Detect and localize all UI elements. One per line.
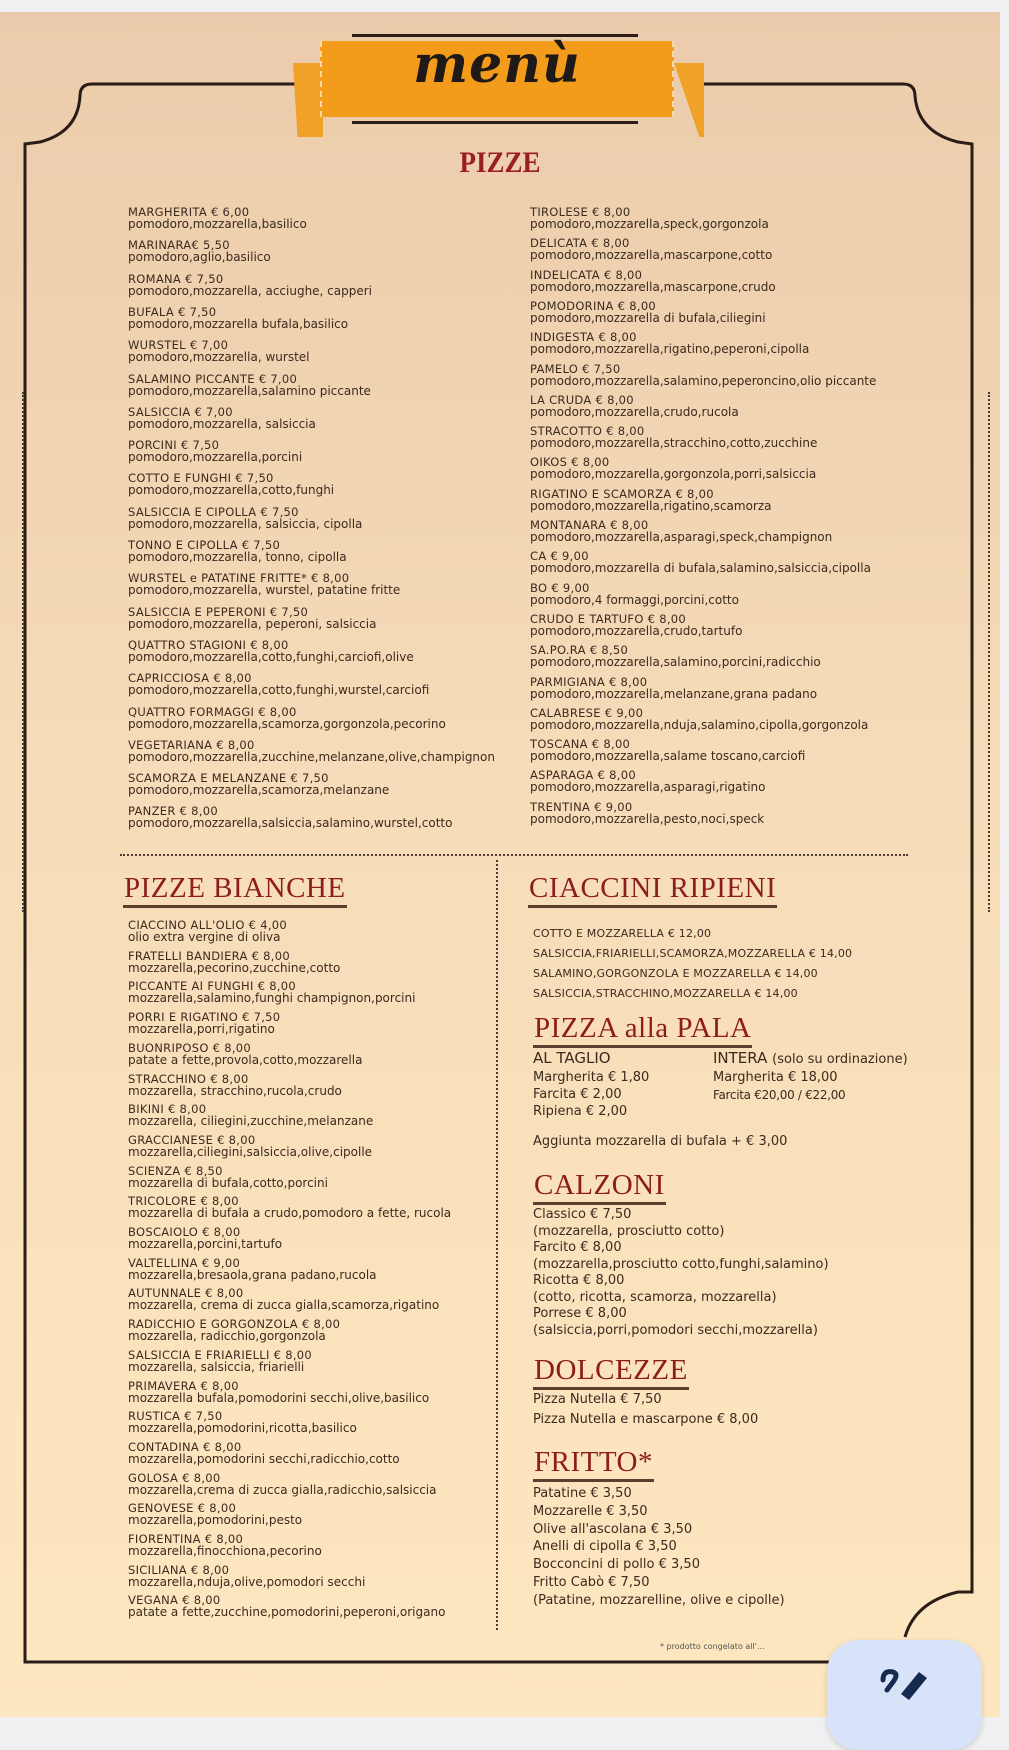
dolcezza-item: Pizza Nutella € 7,50 [533,1392,662,1407]
item-name: ASPARAGA € 8,00 [530,768,636,783]
item-name: PARMIGIANA € 8,00 [530,674,648,689]
menu-item [128,772,389,797]
item-name: BOSCAIOLO € 8,00 [128,1225,241,1239]
menu-item [128,1441,400,1466]
item-name: GENOVESE € 8,00 [128,1501,237,1516]
bufala-extra: Aggiunta mozzarella di bufala + € 3,00 [533,1134,788,1149]
item-name: GOLOSA € 8,00 [128,1470,221,1485]
item-description: pomodoro,mozzarella,basilico [128,217,307,231]
menu-item [530,300,766,325]
item-name: MONTANARA € 8,00 [530,518,649,532]
item-name: RADICCHIO E GORGONZOLA € 8,00 [128,1317,341,1332]
fritto-item: Bocconcini di pollo € 3,50 [533,1557,700,1573]
item-name: BIKINI € 8,00 [128,1102,207,1117]
menu-item [128,1410,357,1435]
menu-item [128,572,400,597]
menu-item [128,539,347,564]
item-name: OIKOS € 8,00 [530,455,610,470]
calzone-line: (mozzarella,prosciutto cotto,funghi,salamino) [533,1256,829,1272]
item-name: INDIGESTA € 8,00 [530,330,637,345]
item-description: pomodoro,mozzarella,rigatino,scamorza [530,498,772,513]
fritto-item: Mozzarelle € 3,50 [533,1503,648,1519]
menu-item [128,706,446,731]
item-description: pomodoro,mozzarella, tonno, cipolla [128,550,347,564]
item-description: pomodoro,mozzarella,melanzane,grana padano [530,686,818,701]
item-name: VEGETARIANA € 8,00 [128,737,255,752]
menu-item [530,769,766,794]
item-description: mozzarella, radicchio,gorgonzola [128,1329,326,1344]
item-description: pomodoro,mozzarella,asparagi,speck,champignon [530,530,833,544]
item-description: pomodoro,mozzarella,pesto,noci,speck [530,811,765,826]
item-name: SALSICCIA E PEPERONI € 7,50 [128,604,309,619]
menu-item [530,644,821,669]
item-name: AUTUNNALE € 8,00 [128,1286,244,1301]
item-description: pomodoro,mozzarella, wurstel, patatine fritte [128,583,401,598]
item-name: SALSICCIA E FRIARIELLI € 8,00 [128,1347,313,1362]
menu-item [530,456,816,481]
item-name: GRACCIANESE € 8,00 [128,1132,256,1147]
item-name: POMODORINA € 8,00 [530,298,657,313]
menu-item [128,339,310,364]
fritto-item: Fritto Cabò € 7,50 [533,1575,650,1590]
al-taglio-item: Margherita € 1,80 [533,1070,650,1085]
calzone-line: Porrese € 8,00 [533,1306,627,1321]
menu-title: menù [413,34,581,95]
menu-item [128,672,429,697]
menu-item [530,582,739,607]
menu-item [530,801,764,826]
item-description: pomodoro,aglio,basilico [128,250,271,265]
item-name: PAMELO € 7,50 [530,361,621,376]
item-description: pomodoro,mozzarella,cotto,funghi [128,483,335,498]
item-name: PICCANTE AI FUNGHI € 8,00 [128,979,297,994]
menu-page [0,12,1000,1717]
menu-item [128,439,302,464]
menu-item [530,613,742,638]
item-description: pomodoro,mozzarella,cotto,funghi,carciofi,olive [128,649,414,664]
item-name: TRENTINA € 9,00 [530,799,633,814]
menu-item [128,1380,429,1405]
menu-item [128,1594,445,1619]
item-name: QUATTRO STAGIONI € 8,00 [128,637,289,652]
menu-item [530,237,772,262]
menu-item [128,1564,365,1589]
menu-item [128,472,334,497]
item-name: FRATELLI BANDIERA € 8,00 [128,948,290,963]
intera-item: Farcita €20,00 / €22,00 [713,1088,846,1102]
menu-item [530,488,772,513]
item-name: SALAMINO PICCANTE € 7,00 [128,371,298,386]
menu-item [128,1042,362,1067]
menu-item [128,980,415,1005]
item-description: pomodoro,mozzarella di bufala,salamino,salsiccia,cipolla [530,561,871,576]
calzone-line: Farcito € 8,00 [533,1240,622,1255]
menu-item [530,206,769,231]
item-description: mozzarella,porcini,tartufo [128,1237,283,1251]
item-description: pomodoro,mozzarella, peperoni, salsiccia [128,616,377,631]
intera-item: Margherita € 18,00 [713,1070,838,1085]
item-description: pomodoro,mozzarella,crudo,tartufo [530,623,743,638]
item-description: pomodoro,mozzarella,mascarpone,crudo [530,279,776,294]
dolcezze-title: DOLCEZZE [533,1354,689,1390]
item-name: PRIMAVERA € 8,00 [128,1378,239,1393]
frozen-product-footnote: * prodotto congelato all'... [660,1642,765,1651]
item-description: mozzarella, stracchino,rucola,crudo [128,1083,342,1098]
item-description: mozzarella,pomodorini,pesto [128,1513,303,1528]
menu-item [128,206,307,231]
menu-item [128,406,316,431]
item-name: TOSCANA € 8,00 [530,737,631,752]
banner-ribbon-left [293,63,323,137]
item-name: TONNO E CIPOLLA € 7,50 [128,538,281,552]
item-description: pomodoro,mozzarella di bufala,ciliegini [530,310,766,325]
item-name: QUATTRO FORMAGGI € 8,00 [128,704,297,719]
item-description: pomodoro,mozzarella, salsiccia, cipolla [128,516,363,531]
pizze-title: PIZZE [459,146,541,179]
item-description: pomodoro,mozzarella,nduja,salamino,cipolla,gorgonzola [530,717,869,732]
item-description: mozzarella,porri,rigatino [128,1022,275,1037]
right-dotted-border [988,392,990,912]
item-description: mozzarella, salsiccia, friarielli [128,1359,305,1374]
horizontal-divider [120,854,908,856]
left-dotted-border [22,392,24,912]
item-description: pomodoro,mozzarella, salsiccia [128,416,316,431]
intera-heading [713,1050,908,1068]
menu-item [128,950,340,975]
menu-item [128,1134,372,1159]
menu-item [128,306,348,331]
item-name: COTTO E FUNGHI € 7,50 [128,471,274,486]
intera-label: INTERA [713,1049,768,1067]
item-description: pomodoro,mozzarella,salamino,porcini,radicchio [530,655,821,670]
calzone-line: (cotto, ricotta, scamorza, mozzarella) [533,1289,777,1305]
item-name: CALABRESE € 9,00 [530,705,644,720]
item-description: pomodoro,mozzarella,salamino,peperoncino,olio piccante [530,373,877,388]
item-description: mozzarella,pomodorini,ricotta,basilico [128,1421,357,1436]
item-description: mozzarella, crema di zucca gialla,scamorza,rigatino [128,1298,440,1313]
menu-item [128,373,371,398]
item-name: INDELICATA € 8,00 [530,267,643,282]
item-name: MARGHERITA € 6,00 [128,205,250,219]
item-description: pomodoro,mozzarella bufala,basilico [128,316,349,331]
item-description: pomodoro,mozzarella,mascarpone,cotto [530,248,773,263]
menu-item [128,1073,342,1098]
item-description: patate a fette,zucchine,pomodorini,peperoni,origano [128,1605,446,1620]
item-name: CA € 9,00 [530,549,589,564]
item-name: CAPRICCIOSA € 8,00 [128,671,252,686]
pizze-bianche-title: PIZZE BIANCHE [123,872,347,908]
fritto-item: Olive all'ascolana € 3,50 [533,1521,693,1537]
menu-item [128,1502,302,1527]
item-name: SALSICCIA € 7,00 [128,404,233,419]
item-description: pomodoro,mozzarella,speck,gorgonzola [530,217,769,231]
item-name: VALTELLINA € 9,00 [128,1255,241,1270]
fritto-item: Patatine € 3,50 [533,1486,632,1501]
item-name: PORRI E RIGATINO € 7,50 [128,1010,281,1025]
al-taglio-item: Ripiena € 2,00 [533,1104,628,1119]
item-name: PORCINI € 7,50 [128,438,220,453]
menu-item [128,1349,312,1374]
item-description: mozzarella,crema di zucca gialla,radicchio,salsiccia [128,1482,437,1497]
menu-item [128,1226,282,1251]
item-description: pomodoro,mozzarella,salsiccia,salamino,wurstel,cotto [128,816,453,831]
item-description: mozzarella,pecorino,zucchine,cotto [128,960,341,975]
item-description: pomodoro,mozzarella, acciughe, capperi [128,283,373,298]
menu-item [128,1165,328,1190]
menu-item [530,519,832,544]
menu-item [128,639,414,664]
menu-item [530,394,739,419]
item-description: pomodoro,mozzarella, wurstel [128,350,310,365]
menu-item [128,1287,439,1312]
calzone-line: Classico € 7,50 [533,1207,632,1222]
ciaccino-item: SALSICCIA,FRIARIELLI,SCAMORZA,MOZZARELLA € 14,00 [533,947,853,960]
item-description: mozzarella di bufala,cotto,porcini [128,1175,328,1190]
item-description: mozzarella,salamino,funghi champignon,porcini [128,991,416,1006]
item-name: WURSTEL € 7,00 [128,338,229,353]
ciaccino-item: SALSICCIA,STRACCHINO,MOZZARELLA € 14,00 [533,987,798,1000]
item-description: pomodoro,mozzarella,stracchino,cotto,zucchine [530,436,818,451]
menu-item [530,425,817,450]
item-description: mozzarella bufala,pomodorini secchi,olive,basilico [128,1390,430,1405]
item-name: CIACCINO ALL'OLIO € 4,00 [128,918,288,932]
item-description: pomodoro,mozzarella,rigatino,peperoni,cipolla [530,342,810,357]
intera-note: (solo su ordinazione) [772,1052,908,1067]
ciaccino-item: COTTO E MOZZARELLA € 12,00 [533,927,712,940]
item-description: pomodoro,mozzarella,asparagi,rigatino [530,780,766,795]
pizza-alla-pala-title: PIZZA alla PALA [533,1012,752,1048]
menu-item [530,738,805,763]
calzone-line: (salsiccia,porri,pomodori secchi,mozzarella) [533,1322,818,1338]
item-name: RIGATINO E SCAMORZA € 8,00 [530,486,714,501]
al-taglio-heading: AL TAGLIO [533,1049,611,1067]
item-name: LA CRUDA € 8,00 [530,392,634,407]
menu-item [128,1011,280,1036]
item-name: CRUDO E TARTUFO € 8,00 [530,611,687,626]
item-description: pomodoro,mozzarella,crudo,rucola [530,404,739,419]
item-description: pomodoro,mozzarella,zucchine,melanzane,olive,champignon [128,749,495,764]
menu-item [530,676,817,701]
item-description: mozzarella di bufala a crudo,pomodoro a fette, rucola [128,1206,452,1221]
calzoni-title: CALZONI [533,1169,666,1205]
item-name: MARINARA€ 5,50 [128,238,230,253]
item-description: mozzarella,bresaola,grana padano,rucola [128,1267,377,1282]
menu-item [128,606,376,631]
menu-item [128,919,287,944]
menu-item [530,707,868,732]
menu-item [530,269,776,294]
menu-item [128,1257,377,1282]
menu-item [128,1318,340,1343]
item-description: patate a fette,provola,cotto,mozzarella [128,1052,363,1067]
menu-item [128,1472,437,1497]
item-name: BO € 9,00 [530,580,590,595]
menu-item [128,1533,322,1558]
item-description: pomodoro,mozzarella,scamorza,gorgonzola,pecorino [128,716,446,731]
vertical-divider [496,860,498,1630]
item-name: SALSICCIA E CIPOLLA € 7,50 [128,504,299,519]
item-name: SICILIANA € 8,00 [128,1562,230,1577]
item-description: mozzarella, ciliegini,zucchine,melanzane [128,1114,374,1129]
edit-fab-button[interactable] [827,1640,982,1750]
item-name: CONTADINA € 8,00 [128,1439,242,1454]
menu-item [128,1103,373,1128]
item-name: SCIENZA € 8,50 [128,1163,223,1178]
banner-bottom-line [352,121,638,124]
item-description: mozzarella,ciliegini,salsiccia,olive,cipolle [128,1144,373,1159]
item-name: VEGANA € 8,00 [128,1593,221,1608]
menu-item [530,550,871,575]
item-description: mozzarella,pomodorini secchi,radicchio,cotto [128,1451,400,1466]
menu-item [128,506,362,531]
item-name: SA.PO.RA € 8,50 [530,643,629,658]
menu-item [128,239,271,264]
menu-item [530,363,876,388]
item-description: mozzarella,nduja,olive,pomodori secchi [128,1574,366,1589]
item-description: pomodoro,mozzarella,gorgonzola,porri,salsiccia [530,467,817,482]
item-name: ROMANA € 7,50 [128,271,224,286]
item-description: pomodoro,mozzarella,porcini [128,450,303,465]
menu-item [530,331,809,356]
item-description: pomodoro,mozzarella,cotto,funghi,wurstel,carciofi [128,683,430,698]
item-name: STRACOTTO € 8,00 [530,424,645,439]
menu-item [128,273,372,298]
item-description: mozzarella,finocchiona,pecorino [128,1544,322,1558]
item-name: PANZER € 8,00 [128,804,218,819]
item-name: BUONRIPOSO € 8,00 [128,1040,252,1055]
ciaccino-item: SALAMINO,GORGONZOLA E MOZZARELLA € 14,00 [533,967,818,980]
menu-item [128,805,452,830]
item-name: FIORENTINA € 8,00 [128,1532,244,1546]
item-name: SCAMORZA E MELANZANE € 7,50 [128,771,329,786]
item-name: BUFALA € 7,50 [128,304,217,319]
menu-item [128,1195,451,1220]
item-name: RUSTICA € 7,50 [128,1409,223,1424]
item-description: pomodoro,4 formaggi,porcini,cotto [530,592,739,607]
item-name: DELICATA € 8,00 [530,236,630,251]
item-name: STRACCHINO € 8,00 [128,1071,249,1086]
ciaccini-ripieni-title: CIACCINI RIPIENI [528,872,777,908]
item-name: TIROLESE € 8,00 [530,205,631,219]
item-description: pomodoro,mozzarella,salamino piccante [128,383,371,398]
item-description: olio extra vergine di oliva [128,930,281,944]
item-name: TRICOLORE € 8,00 [128,1194,239,1209]
item-description: pomodoro,mozzarella,salame toscano,carciofi [530,749,806,764]
item-description: pomodoro,mozzarella,scamorza,melanzane [128,783,390,798]
fritto-item: Anelli di cipolla € 3,50 [533,1539,677,1555]
edit-pen-icon [875,1666,935,1706]
dolcezza-item: Pizza Nutella e mascarpone € 8,00 [533,1412,759,1427]
calzone-line: (mozzarella, prosciutto cotto) [533,1223,725,1239]
calzone-line: Ricotta € 8,00 [533,1273,625,1288]
fritto-title: FRITTO* [533,1446,654,1482]
fritto-item: (Patatine, mozzarelline, olive e cipolle) [533,1592,785,1608]
menu-item [128,739,495,764]
item-name: WURSTEL e PATATINE FRITTE* € 8,00 [128,571,350,586]
al-taglio-item: Farcita € 2,00 [533,1087,622,1102]
